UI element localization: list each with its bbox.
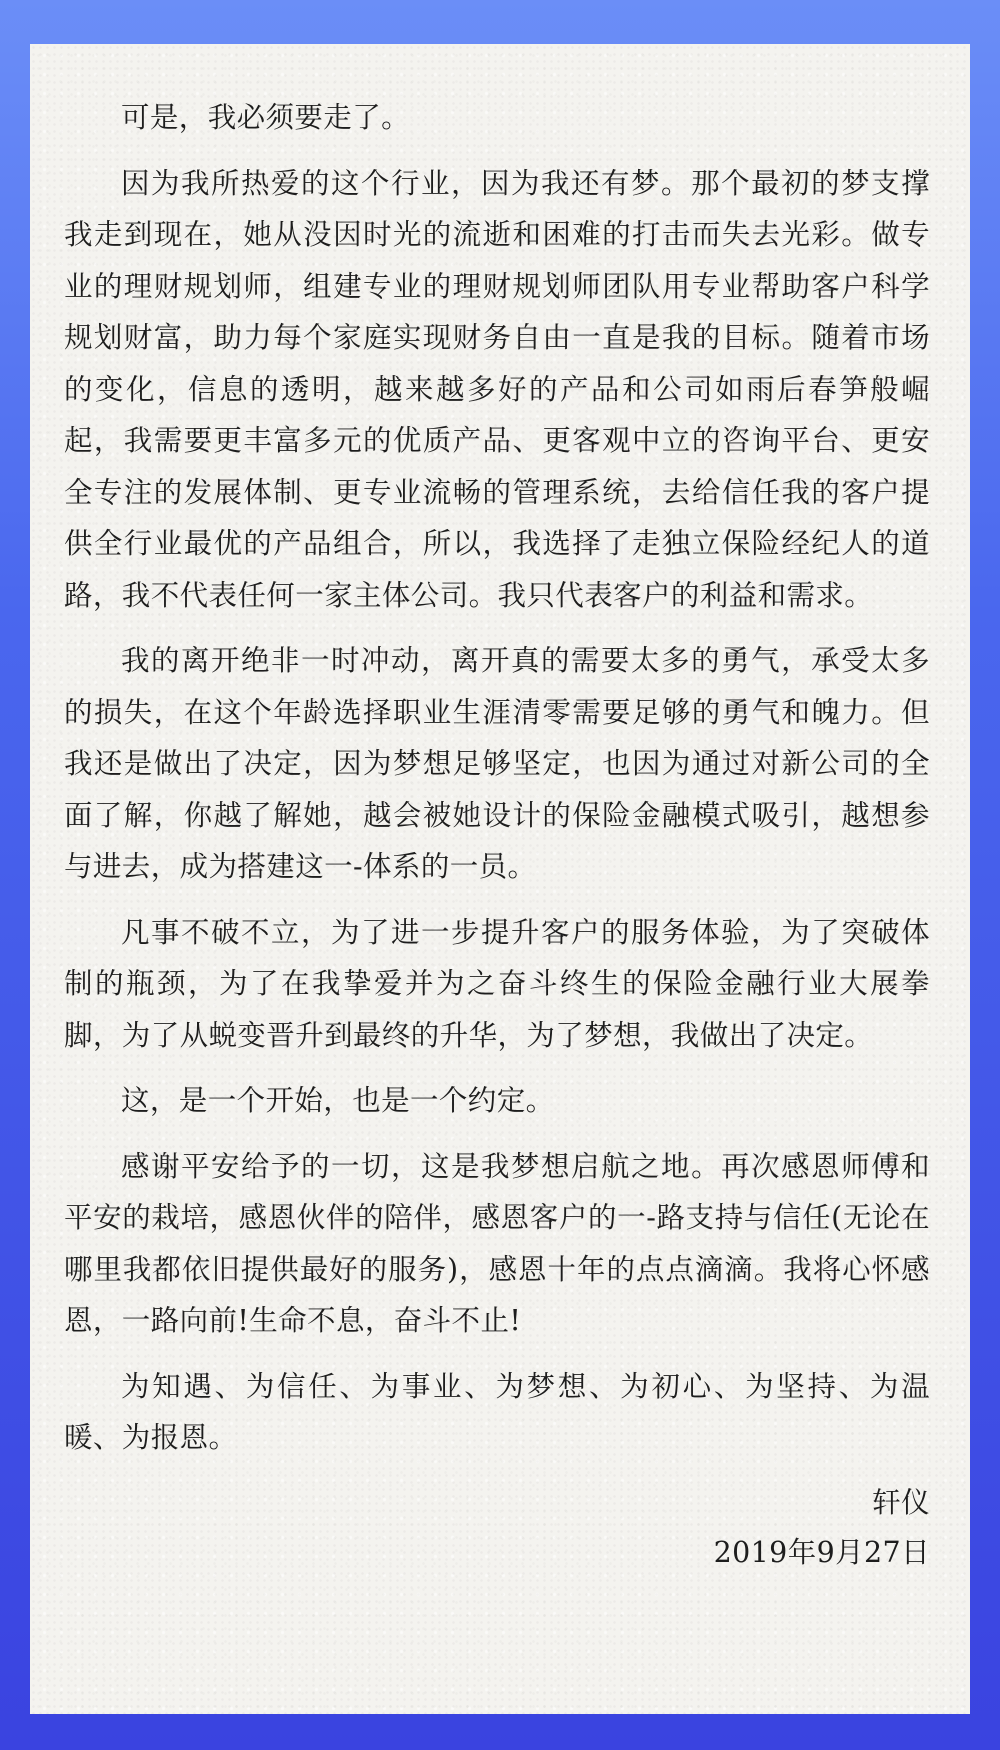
paragraph-5: 这，是一个开始，也是一个约定。: [121, 1084, 555, 1117]
paragraph-6: 感谢平安给予的一切，这是我梦想启航之地。再次感恩师傅和平安的栽培，感恩伙伴的陪伴，感恩客户的一-路支持与信任(无论在哪里我都依旧提供最好的服务)，感恩十年的点点滴滴。我将心怀感恩，一路向前!生命不息，奋斗不止!: [64, 1149, 930, 1337]
letter-body: [64, 92, 930, 1578]
signature-date: 2019年9月27日: [713, 1535, 930, 1569]
paragraph-2: 因为我所热爱的这个行业，因为我还有梦。那个最初的梦支撑我走到现在，她从没因时光的流逝和困难的打击而失去光彩。做专业的理财规划师，组建专业的理财规划师团队用专业帮助客户科学规划财富，助力每个家庭实现财务自由一直是我的目标。随着市场的变化，信息的透明，越来越多好的产品和公司如雨后春笋般崛起，我需要更丰富多元的优质产品、更客观中立的咨询平台、更安全专注的发展体制、更专业流畅的管理系统，去给信任我的客户提供全行业最优的产品组合，所以，我选择了走独立保险经纪人的道路，我不代表任何一家主体公司。我只代表客户的利益和需求。: [64, 166, 930, 612]
paragraph-1: 可是，我必须要走了。: [121, 101, 411, 134]
letter-paper: [30, 44, 970, 1714]
signature-name: 轩仪: [872, 1485, 930, 1519]
paragraph-3: 我的离开绝非一时冲动，离开真的需要太多的勇气，承受太多的损失，在这个年龄选择职业生涯清零需要足够的勇气和魄力。但我还是做出了决定，因为梦想足够坚定，也因为通过对新公司的全面了解，你越了解她，越会被她设计的保险金融模式吸引，越想参与进去，成为搭建这一-体系的一员。: [64, 644, 930, 883]
signature-block: [64, 1478, 930, 1578]
paragraph-7: 为知遇、为信任、为事业、为梦想、为初心、为坚持、为温暖、为报恩。: [64, 1369, 930, 1454]
paragraph-4: 凡事不破不立，为了进一步提升客户的服务体验，为了突破体制的瓶颈，为了在我挚爱并为之奋斗终生的保险金融行业大展拳脚，为了从蜕变晋升到最终的升华，为了梦想，我做出了决定。: [64, 915, 930, 1052]
